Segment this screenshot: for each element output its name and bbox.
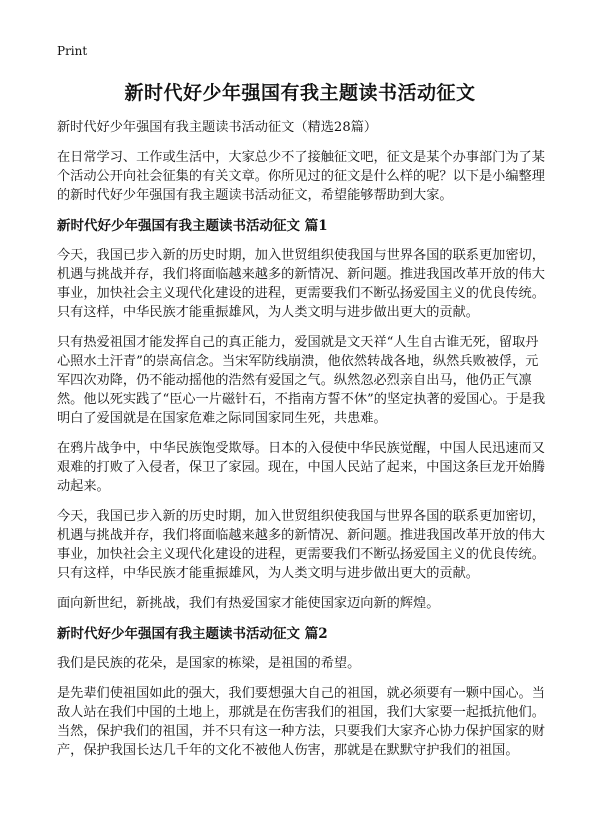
- page-title: 新时代好少年强国有我主题读书活动征文: [124, 82, 476, 104]
- paragraph: 面向新世纪，新挑战，我们有热爱国家才能使国家迈向新的辉煌。: [57, 596, 440, 611]
- paragraph: 我们是民族的花朵，是国家的栋梁，是祖国的希望。: [57, 656, 361, 671]
- intro-paragraph: 在日常学习、工作或生活中，大家总少不了接触征文吧，征文是某个办事部门为了某个活动公开向社会征集的有关文章。你所见过的征文是什么样的呢？以下是小编整理的新时代好少年强国有我主题读书活动征文，希望能够帮助到大家。: [57, 150, 545, 203]
- paragraph: 是先辈们使祖国如此的强大，我们要想强大自己的祖国，就必须要有一颗中国心。当敌人站在我们中国的土地上，那就是在伤害我们的祖国，我们大家要一起抵抗他们。当然，保护我们的祖国，并不只有这一种方法，只要我们大家齐心协力保护国家的财产，保护我国长达几千年的文化不被他人伤害，那就是在默默守护我们的祖国。: [57, 686, 545, 758]
- paragraph: 今天，我国已步入新的历史时期，加入世贸组织使我国与世界各国的联系更加密切，机遇与挑战并存，我们将面临越来越多的新情况、新问题。推进我国改革开放的伟大事业，加快社会主义现代化建设的进程，更需要我们不断弘扬爱国主义的优良传统。只有这样，中华民族才能重振雄风，为人类文明与进步做出更大的贡献。: [57, 248, 545, 320]
- paragraph: 在鸦片战争中，中华民族饱受欺辱。日本的入侵使中华民族觉醒，中国人民迅速而又艰难的打败了入侵者，保卫了家园。现在，中国人民站了起来，中国这条巨龙开始腾动起来。: [57, 441, 545, 494]
- paragraph: 今天，我国已步入新的历史时期，加入世贸组织使我国与世界各国的联系更加密切，机遇与挑战并存，我们将面临越来越多的新情况、新问题。推进我国改革开放的伟大事业，加快社会主义现代化建设的进程，更需要我们不断弘扬爱国主义的优良传统。只有这样，中华民族才能重振雄风，为人类文明与进步做出更大的贡献。: [57, 509, 545, 581]
- paragraph: 只有热爱祖国才能发挥自己的真正能力，爱国就是文天祥“人生自古谁无死，留取丹心照水土汗青”的崇高信念。当宋军防线崩溃，他依然转战各地，纵然兵败被俘，元军四次劝降，仍不能动摇他的浩然有爱国之气。纵然忽必烈亲自出马，他仍正气凛然。他以死实践了“臣心一片磁针石，不指南方誓不休”的坚定执著的爱国心。于是我明白了爱国就是在国家危难之际同国家同生死，共患难。: [57, 335, 546, 426]
- article-subtitle: 新时代好少年强国有我主题读书活动征文（精选28篇）: [57, 120, 378, 135]
- print-link[interactable]: Print: [57, 44, 88, 58]
- section-heading: 新时代好少年强国有我主题读书活动征文 篇2: [57, 626, 328, 642]
- section-heading: 新时代好少年强国有我主题读书活动征文 篇1: [57, 218, 328, 234]
- article-body: [57, 118, 547, 771]
